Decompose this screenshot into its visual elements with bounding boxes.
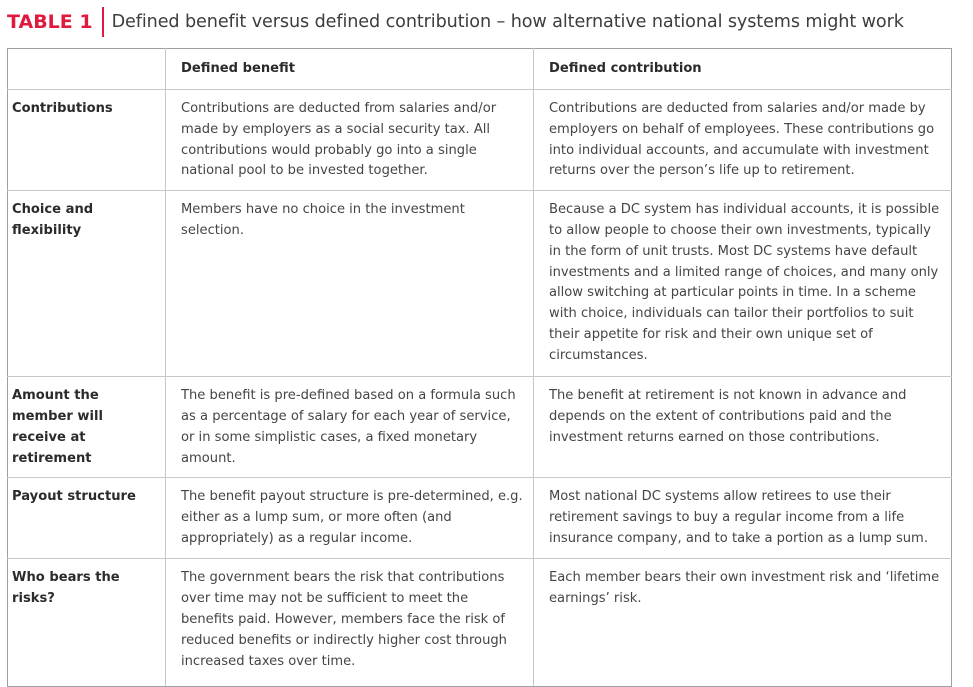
title-divider bbox=[102, 7, 104, 37]
column-header-defined-benefit: Defined benefit bbox=[166, 49, 534, 90]
defined-benefit-cell: The benefit is pre-defined based on a formula such as a percentage of salary for each year of service, or in some simplistic cases, a fixed monetary amount. bbox=[166, 377, 534, 478]
column-header-empty bbox=[8, 49, 166, 90]
defined-contribution-cell: Each member bears their own investment risk and ‘lifetime earnings’ risk. bbox=[534, 559, 952, 687]
table-row-who-bears-risks bbox=[8, 559, 952, 687]
row-label: Who bears the risks? bbox=[8, 559, 166, 687]
table-row-payout-structure bbox=[8, 478, 952, 559]
defined-benefit-cell: Contributions are deducted from salaries and/or made by employers as a social security tax. All contributions would probably go into a single national pool to be invested together. bbox=[166, 90, 534, 191]
defined-contribution-cell: Most national DC systems allow retirees to use their retirement savings to buy a regular income from a life insurance company, and to take a portion as a lump sum. bbox=[534, 478, 952, 559]
row-label: Choice and flexibility bbox=[8, 191, 166, 377]
row-label: Payout structure bbox=[8, 478, 166, 559]
defined-benefit-cell: Members have no choice in the investment selection. bbox=[166, 191, 534, 377]
table-title-bar bbox=[7, 7, 904, 37]
table-number-label: TABLE 1 bbox=[7, 11, 93, 33]
comparison-table bbox=[7, 48, 952, 687]
table-title: Defined benefit versus defined contribution – how alternative national systems might work bbox=[111, 12, 904, 32]
row-label: Contributions bbox=[8, 90, 166, 191]
table-row-choice-and-flexibility bbox=[8, 191, 952, 377]
table-row-contributions bbox=[8, 90, 952, 191]
table-header-row bbox=[8, 49, 952, 90]
defined-contribution-cell: Because a DC system has individual accounts, it is possible to allow people to choose their own investments, typically in the form of unit trusts. Most DC systems have default investments and a limited range of choices, and many only allow switching at particular points in time. In a scheme with choice, individuals can tailor their portfolios to suit their appetite for risk and their own unique set of circumstances. bbox=[534, 191, 952, 377]
defined-contribution-cell: Contributions are deducted from salaries and/or made by employers on behalf of employees. These contributions go into individual accounts, and accumulate with investment returns over the person’s life up to retirement. bbox=[534, 90, 952, 191]
row-label: Amount the member will receive at retirement bbox=[8, 377, 166, 478]
defined-contribution-cell: The benefit at retirement is not known in advance and depends on the extent of contributions paid and the investment returns earned on those contributions. bbox=[534, 377, 952, 478]
defined-benefit-cell: The government bears the risk that contributions over time may not be sufficient to meet the benefits paid. However, members face the risk of reduced benefits or indirectly higher cost through increased taxes over time. bbox=[166, 559, 534, 687]
column-header-defined-contribution: Defined contribution bbox=[534, 49, 952, 90]
table-row-amount-at-retirement bbox=[8, 377, 952, 478]
defined-benefit-cell: The benefit payout structure is pre-determined, e.g. either as a lump sum, or more often (and appropriately) as a regular income. bbox=[166, 478, 534, 559]
